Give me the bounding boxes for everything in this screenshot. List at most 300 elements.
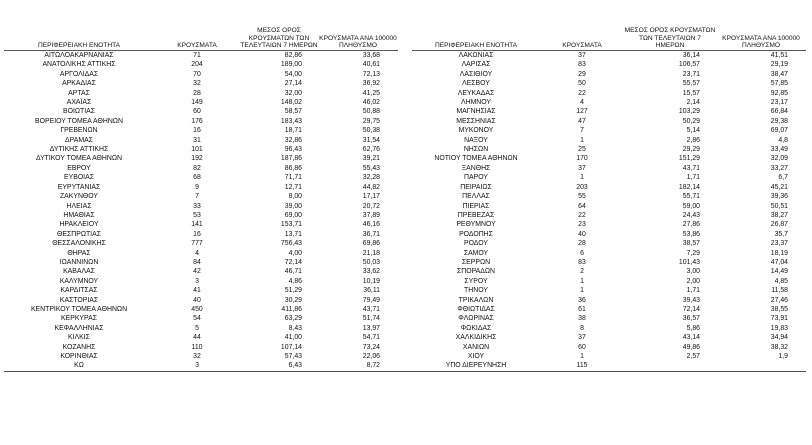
avg7-cell: 2,57	[686, 353, 700, 360]
region-cell: ΛΑΚΩΝΙΑΣ	[458, 52, 494, 59]
per100k-cell: 21,18	[362, 249, 380, 257]
region-cell: ΡΟΔΟΥ	[463, 240, 488, 248]
header-avg7-left: ΜΕΣΟΣ ΟΡΟΣ ΚΡΟΥΣΜΑΤΩΝ ΤΩΝ ΤΕΛΕΥΤΑΙΩΝ 7 ΗΜΕΡΩΝ	[240, 14, 318, 51]
region-cell: ΚΕΡΚΥΡΑΣ	[61, 315, 97, 323]
avg7-cell: 86,86	[284, 164, 302, 172]
avg7-cell: 411,86	[281, 305, 302, 313]
column-gap	[398, 192, 412, 201]
column-gap	[398, 154, 412, 163]
avg7-cell: 756,43	[280, 240, 302, 248]
region-cell: ΒΟΙΩΤΙΑΣ	[62, 108, 95, 116]
region-cell: ΔΥΤΙΚΟΥ ΤΟΜΕΑ ΑΘΗΝΩΝ	[35, 155, 122, 163]
cases-cell: 1	[580, 353, 584, 360]
avg7-cell: 13,71	[284, 230, 302, 238]
avg7-cell: 8,00	[288, 193, 302, 201]
cases-cell: 192	[191, 155, 203, 163]
table-row	[4, 267, 806, 276]
region-cell: ΛΕΥΚΑΔΑΣ	[457, 89, 495, 97]
per100k-cell: 10,19	[362, 277, 380, 285]
avg7-cell: 106,57	[678, 61, 700, 69]
per100k-cell: 44,82	[362, 183, 380, 191]
region-cell: ΙΩΑΝΝΙΝΩΝ	[59, 258, 99, 266]
avg7-cell: 96,43	[284, 146, 302, 154]
cases-cell: 1	[580, 136, 584, 144]
avg7-cell: 57,43	[284, 353, 302, 360]
region-cell: ΑΡΤΑΣ	[68, 89, 90, 97]
avg7-cell: 46,71	[284, 268, 302, 276]
per100k-cell: 40,61	[362, 61, 380, 69]
covid-cases-table	[4, 14, 806, 372]
table-row	[4, 173, 806, 182]
cases-cell: 203	[576, 183, 588, 191]
column-gap	[398, 107, 412, 116]
avg7-cell: 29,29	[682, 146, 700, 154]
region-cell: ΠΕΛΛΑΣ	[462, 193, 490, 201]
header-region-left: ΠΕΡΙΦΕΡΕΙΑΚΗ ΕΝΟΤΗΤΑ	[4, 14, 154, 51]
per100k-cell: 26,87	[770, 221, 788, 229]
per100k-cell: 20,72	[362, 202, 380, 210]
per100k-cell: 46,02	[362, 99, 380, 107]
region-cell: ΔΥΤΙΚΗΣ ΑΤΤΙΚΗΣ	[49, 146, 109, 154]
avg7-cell: 63,29	[284, 315, 302, 323]
column-gap	[398, 239, 412, 248]
per100k-cell: 4,8	[778, 136, 788, 144]
column-gap	[398, 324, 412, 333]
table-row	[4, 305, 806, 314]
avg7-cell: 1,71	[686, 287, 700, 295]
column-gap	[398, 164, 412, 173]
column-gap	[398, 296, 412, 305]
per100k-cell: 18,19	[770, 249, 788, 257]
per100k-cell: 57,85	[770, 80, 788, 88]
per100k-cell: 33,62	[362, 268, 380, 276]
avg7-cell: 54,00	[284, 70, 302, 78]
avg7-cell: 32,86	[284, 136, 302, 144]
header-cases-right: ΚΡΟΥΣΜΑΤΑ	[540, 14, 624, 51]
region-cell: ΕΥΡΥΤΑΝΙΑΣ	[57, 183, 101, 191]
cases-cell: 64	[578, 202, 586, 210]
table-row	[4, 51, 806, 61]
column-gap	[398, 202, 412, 211]
avg7-cell: 36,14	[682, 52, 700, 59]
column-gap	[398, 173, 412, 182]
per100k-cell: 50,51	[770, 202, 788, 210]
table-row	[4, 277, 806, 286]
region-cell: ΞΑΝΘΗΣ	[461, 164, 491, 172]
per100k-cell: 50,03	[362, 258, 380, 266]
region-cell: ΚΑΡΔΙΤΣΑΣ	[60, 287, 98, 295]
per100k-cell: 41,51	[770, 52, 788, 59]
region-cell: ΠΡΕΒΕΖΑΣ	[457, 211, 495, 219]
column-gap	[398, 352, 412, 361]
cases-cell: 5	[195, 324, 199, 332]
per100k-cell: 23,17	[770, 99, 788, 107]
header-per100k-right: ΚΡΟΥΣΜΑΤΑ ΑΝΑ 100000 ΠΛΗΘΥΣΜΟ	[716, 14, 806, 51]
per100k-cell: 73,24	[362, 343, 380, 351]
header-row	[4, 14, 806, 51]
per100k-cell: 29,38	[770, 117, 788, 125]
cases-cell: 127	[576, 108, 588, 116]
column-gap	[398, 267, 412, 276]
table-row	[4, 352, 806, 361]
avg7-cell: 8,43	[288, 324, 302, 332]
table-row	[4, 211, 806, 220]
avg7-cell: 58,57	[284, 108, 302, 116]
cases-cell: 31	[193, 136, 201, 144]
per100k-cell: 36,71	[362, 230, 380, 238]
avg7-cell: 18,71	[284, 127, 302, 135]
cases-cell: 22	[578, 89, 586, 97]
table-row	[4, 333, 806, 342]
avg7-cell: 2,00	[686, 277, 700, 285]
region-cell: ΧΑΝΙΩΝ	[462, 343, 490, 351]
region-cell: ΓΡΕΒΕΝΩΝ	[60, 127, 98, 135]
per100k-cell: 6,7	[778, 174, 788, 182]
region-cell: ΑΙΤΩΛΟΑΚΑΡΝΑΝΙΑΣ	[44, 52, 114, 59]
column-gap	[398, 79, 412, 88]
per100k-cell: 72,13	[362, 70, 380, 78]
avg7-cell: 6,43	[240, 361, 318, 371]
region-cell: ΗΡΑΚΛΕΙΟΥ	[59, 221, 99, 229]
region-cell: ΛΕΣΒΟΥ	[462, 80, 490, 88]
cases-cell: 3	[154, 361, 240, 371]
table-row	[4, 296, 806, 305]
table-row	[4, 258, 806, 267]
avg7-cell: 24,43	[682, 211, 700, 219]
cases-cell: 53	[193, 211, 201, 219]
column-gap	[398, 70, 412, 79]
table-row	[4, 286, 806, 295]
cases-cell: 83	[578, 258, 586, 266]
region-cell: ΑΧΑΪΑΣ	[66, 99, 92, 107]
per100k-cell: 33,27	[770, 164, 788, 172]
avg7-cell: 72,14	[284, 258, 302, 266]
cases-cell: 28	[193, 89, 201, 97]
avg7-cell: 49,86	[682, 343, 700, 351]
table-row	[4, 239, 806, 248]
cases-cell: 40	[193, 296, 201, 304]
cases-cell: 32	[193, 353, 201, 360]
avg7-cell: 3,00	[686, 268, 700, 276]
cases-cell: 6	[580, 249, 584, 257]
cases-cell: 84	[193, 258, 201, 266]
column-gap	[398, 211, 412, 220]
column-gap	[398, 14, 412, 51]
cases-cell: 25	[578, 146, 586, 154]
per100k-cell: 50,88	[362, 108, 380, 116]
column-gap	[398, 277, 412, 286]
region-cell: ΧΙΟΥ	[467, 353, 485, 360]
region-cell: ΣΥΡΟΥ	[464, 277, 488, 285]
table-row	[4, 145, 806, 154]
column-gap	[398, 314, 412, 323]
avg7-cell: 148,02	[280, 99, 302, 107]
table-row	[4, 79, 806, 88]
per100k-cell: 33,49	[770, 146, 788, 154]
region-cell: ΚΟΡΙΝΘΙΑΣ	[60, 353, 98, 360]
cases-cell: 40	[578, 230, 586, 238]
avg7-cell: 4,86	[288, 277, 302, 285]
cases-cell: 8	[580, 324, 584, 332]
column-gap	[398, 305, 412, 314]
cases-cell: 110	[191, 343, 203, 351]
per100k-cell: 29,75	[362, 117, 380, 125]
table-row	[4, 136, 806, 145]
cases-cell: 37	[578, 334, 586, 342]
cases-cell: 1	[580, 277, 584, 285]
region-cell: ΧΑΛΚΙΔΙΚΗΣ	[455, 334, 497, 342]
column-gap	[398, 333, 412, 342]
avg7-cell: 101,43	[678, 258, 700, 266]
avg7-cell: 69,00	[284, 211, 302, 219]
region-cell: ΗΜΑΘΙΑΣ	[63, 211, 95, 219]
table-row	[4, 324, 806, 333]
table-row	[4, 70, 806, 79]
avg7-cell: 183,43	[280, 117, 302, 125]
region-cell: ΘΗΡΑΣ	[67, 249, 91, 257]
table-row	[4, 60, 806, 69]
cases-cell: 23	[578, 221, 586, 229]
cases-cell: 1	[580, 174, 584, 182]
per100k-cell: 43,71	[362, 305, 380, 313]
cases-cell: 68	[193, 174, 201, 182]
region-cell: ΚΕΝΤΡΙΚΟΥ ΤΟΜΕΑ ΑΘΗΝΩΝ	[30, 305, 128, 313]
column-gap	[398, 361, 412, 371]
cases-cell: 149	[191, 99, 203, 107]
avg7-cell: 182,14	[678, 183, 700, 191]
region-cell: ΑΝΑΤΟΛΙΚΗΣ ΑΤΤΙΚΗΣ	[42, 61, 116, 69]
region-cell: ΛΑΣΙΘΙΟΥ	[459, 70, 493, 78]
per100k-cell: 38,27	[770, 211, 788, 219]
region-cell: ΦΩΚΙΔΑΣ	[460, 324, 492, 332]
table-row	[4, 220, 806, 229]
region-cell: ΘΕΣΠΡΩΤΙΑΣ	[57, 230, 101, 238]
cases-cell: 60	[193, 108, 201, 116]
covid-cases-table-container	[4, 14, 806, 372]
region-cell: ΦΘΙΩΤΙΔΑΣ	[457, 305, 495, 313]
header-region-right: ΠΕΡΙΦΕΡΕΙΑΚΗ ΕΝΟΤΗΤΑ	[412, 14, 540, 51]
per100k-cell: 34,94	[770, 334, 788, 342]
avg7-cell: 5,14	[686, 127, 700, 135]
per100k-cell: 36,92	[362, 80, 380, 88]
per100k-cell: 38,55	[770, 305, 788, 313]
region-cell: ΔΡΑΜΑΣ	[65, 136, 93, 144]
avg7-cell: 55,71	[682, 193, 700, 201]
per100k-cell: 62,76	[362, 146, 380, 154]
avg7-cell	[624, 361, 716, 371]
region-cell: ΝΟΤΙΟΥ ΤΟΜΕΑ ΑΘΗΝΩΝ	[434, 155, 518, 163]
cases-cell: 176	[191, 117, 203, 125]
per100k-cell: 27,46	[770, 296, 788, 304]
table-row	[4, 192, 806, 201]
avg7-cell: 43,71	[682, 164, 700, 172]
region-cell: ΕΒΡΟΥ	[67, 164, 91, 172]
table-row	[4, 154, 806, 163]
header-cases-left: ΚΡΟΥΣΜΑΤΑ	[154, 14, 240, 51]
per100k-cell: 46,16	[362, 221, 380, 229]
cases-cell: 70	[193, 70, 201, 78]
cases-cell: 141	[191, 221, 203, 229]
avg7-cell: 187,86	[280, 155, 302, 163]
per100k-cell: 39,36	[770, 193, 788, 201]
cases-cell: 42	[193, 268, 201, 276]
cases-cell: 101	[191, 146, 203, 154]
region-cell: ΑΡΓΟΛΙΔΑΣ	[59, 70, 99, 78]
per100k-cell: 79,49	[362, 296, 380, 304]
region-cell: ΑΡΚΑΔΙΑΣ	[62, 80, 96, 88]
region-cell: ΣΠΟΡΑΔΩΝ	[456, 268, 495, 276]
per100k-cell: 73,91	[770, 315, 788, 323]
region-cell: ΝΗΣΩΝ	[463, 146, 489, 154]
per100k-cell: 23,37	[770, 240, 788, 248]
region-cell: ΠΕΙΡΑΙΩΣ	[460, 183, 492, 191]
avg7-cell: 72,14	[682, 305, 700, 313]
per100k-cell: 41,25	[362, 89, 380, 97]
cases-cell: 50	[578, 80, 586, 88]
column-gap	[398, 145, 412, 154]
cases-cell: 16	[193, 230, 201, 238]
per100k-cell: 32,09	[770, 155, 788, 163]
table-row	[4, 361, 806, 371]
table-row	[4, 164, 806, 173]
cases-cell: 4	[195, 249, 199, 257]
region-cell: ΠΑΡΟΥ	[464, 174, 488, 182]
region-cell: ΕΥΒΟΙΑΣ	[64, 174, 94, 182]
avg7-cell: 7,29	[686, 249, 700, 257]
table-row	[4, 314, 806, 323]
region-cell: ΝΑΞΟΥ	[464, 136, 488, 144]
cases-cell: 37	[578, 52, 586, 59]
per100k-cell: 35,7	[774, 230, 788, 238]
region-cell: ΠΙΕΡΙΑΣ	[462, 202, 490, 210]
cases-cell: 2	[580, 268, 584, 276]
per100k-cell: 19,83	[770, 324, 788, 332]
per100k-cell: 17,17	[362, 193, 380, 201]
cases-cell: 16	[193, 127, 201, 135]
column-gap	[398, 230, 412, 239]
table-row	[4, 249, 806, 258]
per100k-cell: 4,85	[774, 277, 788, 285]
column-gap	[398, 220, 412, 229]
per100k-cell: 1,9	[778, 353, 788, 360]
avg7-cell: 27,86	[682, 221, 700, 229]
region-cell: ΚΙΛΚΙΣ	[68, 334, 90, 342]
avg7-cell: 82,86	[284, 52, 302, 59]
avg7-cell: 53,86	[682, 230, 700, 238]
cases-cell: 3	[195, 277, 199, 285]
region-cell: ΚΕΦΑΛΛΗΝΙΑΣ	[54, 324, 104, 332]
region-cell: ΦΛΩΡΙΝΑΣ	[458, 315, 494, 323]
per100k-cell: 37,89	[362, 211, 380, 219]
cases-cell: 36	[578, 296, 586, 304]
cases-cell: 1	[580, 287, 584, 295]
region-cell: ΡΕΘΥΜΝΟΥ	[456, 221, 496, 229]
cases-cell: 33	[193, 202, 201, 210]
avg7-cell: 71,71	[284, 174, 302, 182]
cases-cell: 47	[578, 117, 586, 125]
column-gap	[398, 117, 412, 126]
region-cell: ΘΕΣΣΑΛΟΝΙΚΗΣ	[52, 240, 106, 248]
cases-cell: 55	[578, 193, 586, 201]
per100k-cell: 69,86	[362, 240, 380, 248]
per100k-cell: 22,06	[362, 353, 380, 360]
region-cell: ΤΡΙΚΑΛΩΝ	[458, 296, 494, 304]
per100k-cell: 50,38	[362, 127, 380, 135]
column-gap	[398, 126, 412, 135]
column-gap	[398, 98, 412, 107]
avg7-cell: 43,14	[682, 334, 700, 342]
avg7-cell: 4,00	[288, 249, 302, 257]
region-cell: ΚΑΛΥΜΝΟΥ	[59, 277, 99, 285]
cases-cell: 170	[576, 155, 588, 163]
column-gap	[398, 89, 412, 98]
per100k-cell: 32,28	[362, 174, 380, 182]
cases-cell: 7	[580, 127, 584, 135]
per100k-cell	[716, 361, 806, 371]
avg7-cell: 59,00	[682, 202, 700, 210]
region-cell: ΖΑΚΥΝΘΟΥ	[59, 193, 99, 201]
cases-cell: 83	[578, 61, 586, 69]
cases-cell: 115	[540, 361, 624, 371]
cases-cell: 450	[191, 305, 203, 313]
column-gap	[398, 343, 412, 352]
per100k-cell: 11,58	[771, 287, 788, 295]
avg7-cell: 38,57	[682, 240, 700, 248]
region-cell: ΣΕΡΡΩΝ	[461, 258, 491, 266]
cases-cell: 38	[578, 315, 586, 323]
avg7-cell: 2,86	[686, 136, 700, 144]
per100k-cell: 13,97	[362, 324, 380, 332]
per100k-cell: 8,72	[318, 361, 398, 371]
table-row	[4, 230, 806, 239]
region-cell: ΚΟΖΑΝΗΣ	[62, 343, 96, 351]
header-avg7-right: ΜΕΣΟΣ ΟΡΟΣ ΚΡΟΥΣΜΑΤΩΝ ΤΩΝ ΤΕΛΕΥΤΑΙΩΝ 7 ΗΜΕΡΩΝ	[624, 14, 716, 51]
table-row	[4, 126, 806, 135]
cases-cell: 32	[193, 80, 201, 88]
table-row	[4, 89, 806, 98]
avg7-cell: 2,14	[686, 99, 700, 107]
region-cell: ΣΑΜΟΥ	[463, 249, 489, 257]
avg7-cell: 23,71	[682, 70, 700, 78]
region-cell: ΒΟΡΕΙΟΥ ΤΟΜΕΑ ΑΘΗΝΩΝ	[35, 117, 123, 125]
column-gap	[398, 183, 412, 192]
per100k-cell: 54,71	[362, 334, 380, 342]
cases-cell: 204	[191, 61, 203, 69]
table-row	[4, 107, 806, 116]
per100k-cell: 38,47	[770, 70, 788, 78]
cases-cell: 777	[191, 240, 203, 248]
avg7-cell: 103,29	[678, 108, 700, 116]
per100k-cell: 33,68	[362, 52, 380, 59]
column-gap	[398, 258, 412, 267]
per100k-cell: 38,32	[770, 343, 788, 351]
cases-cell: 29	[578, 70, 586, 78]
table-row	[4, 98, 806, 107]
table-row	[4, 117, 806, 126]
region-cell: ΗΛΕΙΑΣ	[66, 202, 92, 210]
avg7-cell: 5,86	[686, 324, 700, 332]
avg7-cell: 30,29	[284, 296, 302, 304]
region-cell: ΥΠΟ ΔΙΕΡΕΥΝΗΣΗ	[412, 361, 540, 371]
avg7-cell: 41,00	[284, 334, 302, 342]
per100k-cell: 69,07	[770, 127, 788, 135]
cases-cell: 71	[193, 52, 201, 59]
region-cell: ΡΟΔΟΠΗΣ	[459, 230, 493, 238]
per100k-cell: 51,74	[362, 315, 380, 323]
column-gap	[398, 60, 412, 69]
avg7-cell: 51,29	[284, 287, 302, 295]
column-gap	[398, 249, 412, 258]
